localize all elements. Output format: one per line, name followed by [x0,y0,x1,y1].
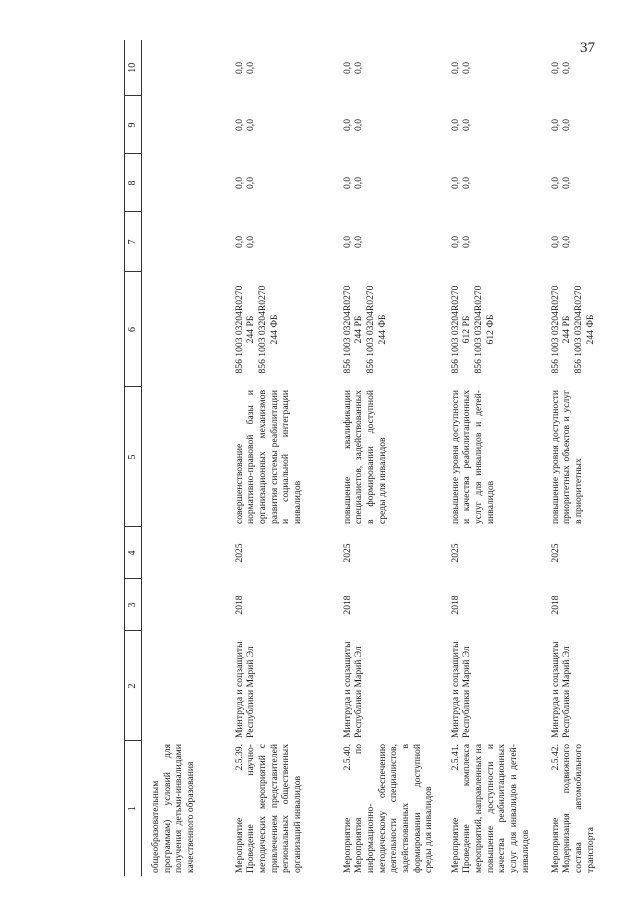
value: 0,0 [461,119,473,131]
start-year: 2018 [449,595,461,615]
executor: Минтруда и соцзащиты Республики Марий Эл [549,641,573,738]
col-header-3: 3 [125,579,142,631]
measure-name: Мероприятие 2.5.39. Проведение научно-методических мероприятий с привлечением представителей региональных общественных организаций инвалидов [233,744,304,873]
value-col8 [226,154,334,212]
value-col10 [226,40,334,96]
value-col7 [334,212,442,272]
continuation-text: общеобразовательным программам) условий для получения детьми-инвалидами качественного образования [150,744,197,873]
value: 0,0 [353,236,365,248]
value: 0,0 [461,177,473,189]
col-header-8: 8 [125,154,142,212]
start-year: 2018 [549,595,561,615]
value: 0,0 [549,177,561,189]
col-header-2: 2 [125,631,142,741]
executor: Минтруда и соцзащиты Республики Марий Эл [233,641,257,738]
budget-code-line: 856 1003 03204R0270 [472,285,484,374]
budget-code-line: 856 1003 03204R0270 [549,285,561,374]
col-header-5: 5 [125,387,142,527]
budget-code-line: 856 1003 03204R0270 [256,285,268,374]
value: 0,0 [233,119,245,131]
value-col10 [542,40,597,96]
col-header-4: 4 [125,527,142,579]
budget-code-line: 244 ФБ [584,314,596,345]
col-header-6: 6 [125,272,142,387]
table-row [442,40,542,876]
budget-code [442,272,542,387]
col-header-10: 10 [125,40,142,96]
value: 0,0 [245,236,257,248]
value-col9 [226,96,334,154]
value: 0,0 [561,177,573,189]
value-col7 [542,212,597,272]
value: 0,0 [549,62,561,74]
budget-code-line: 856 1003 03204R0270 [341,285,353,374]
table-row [226,40,334,876]
col-header-7: 7 [125,212,142,272]
value: 0,0 [461,62,473,74]
table-row [542,40,597,876]
budget-code-line: 856 1003 03204R0270 [233,285,245,374]
end-year: 2025 [341,543,353,563]
value: 0,0 [233,62,245,74]
value: 0,0 [449,62,461,74]
budget-code-line: 856 1003 03204R0270 [449,285,461,374]
budget-code-line: 612 ФБ [484,314,496,345]
value-col9 [542,96,597,154]
header-row [125,40,142,876]
value: 0,0 [449,119,461,131]
end-year: 2025 [233,543,245,563]
value-col8 [334,154,442,212]
value-col8 [542,154,597,212]
value: 0,0 [233,177,245,189]
value: 0,0 [549,236,561,248]
budget-code-line: 244 РБ [245,315,257,344]
expected-result: повышение квалификации специалистов, задействованных в формировании доступной среды для инвалидов [341,390,388,524]
value-col8 [442,154,542,212]
budget-code [542,272,597,387]
end-year: 2025 [549,543,561,563]
value-col9 [442,96,542,154]
measures-table [124,40,596,876]
expected-result: повышение уровня доступности и качества реабилитационных услуг для инвалидов и детей-инвалидов [449,390,496,524]
value-col7 [442,212,542,272]
value: 0,0 [461,236,473,248]
value: 0,0 [353,62,365,74]
value: 0,0 [449,236,461,248]
executor: Минтруда и соцзащиты Республики Марий Эл [341,641,365,738]
value: 0,0 [561,62,573,74]
value: 0,0 [561,119,573,131]
end-year: 2025 [449,543,461,563]
measure-name: Мероприятие 2.5.41. Проведение комплекса мероприятий, направленных на повышение доступности и качества реабилитационных услуг для инвалидов и детей-инвалидов [449,744,531,873]
budget-code-line: 244 ФБ [268,314,280,345]
value: 0,0 [341,119,353,131]
budget-code-line: 244 РБ [561,315,573,344]
value-col10 [334,40,442,96]
budget-code-line: 612 РБ [461,315,473,344]
expected-result: повышение уровня доступности приоритетных объектов и услуг в приоритетных [549,390,584,524]
value: 0,0 [245,62,257,74]
value-col10 [442,40,542,96]
rotated-table-wrapper [124,40,608,876]
budget-code-line: 244 ФБ [376,314,388,345]
value: 0,0 [341,177,353,189]
col-header-9: 9 [125,96,142,154]
value: 0,0 [561,236,573,248]
measure-name: Мероприятие 2.5.40. Мероприятия по информационно-методическому обеспечению деятельности специалистов, задействованных в формировании доступной среды для инвалидов [341,744,435,873]
value-col7 [226,212,334,272]
value: 0,0 [449,177,461,189]
col-header-1: 1 [125,741,142,876]
value: 0,0 [245,119,257,131]
value-col9 [334,96,442,154]
expected-result: совершенствование нормативно-правовой базы и организационных механизмов развития системы реабилитации и социальной интеграции инвалидов [233,390,304,524]
value: 0,0 [341,62,353,74]
table-row [334,40,442,876]
start-year: 2018 [341,595,353,615]
page-number: 37 [580,40,595,56]
budget-code [334,272,442,387]
budget-code-line: 856 1003 03204R0270 [364,285,376,374]
measure-name: Мероприятие 2.5.42. Модернизация подвижного состава автомобильного транспорта [549,744,596,873]
value: 0,0 [353,177,365,189]
value: 0,0 [245,177,257,189]
value: 0,0 [233,236,245,248]
value: 0,0 [341,236,353,248]
value: 0,0 [353,119,365,131]
budget-code-line: 856 1003 03204R0270 [572,285,584,374]
start-year: 2018 [233,595,245,615]
budget-code [226,272,334,387]
executor: Минтруда и соцзащиты Республики Марий Эл [449,641,473,738]
value: 0,0 [549,119,561,131]
continuation-row [142,40,226,876]
budget-code-line: 244 РБ [353,315,365,344]
